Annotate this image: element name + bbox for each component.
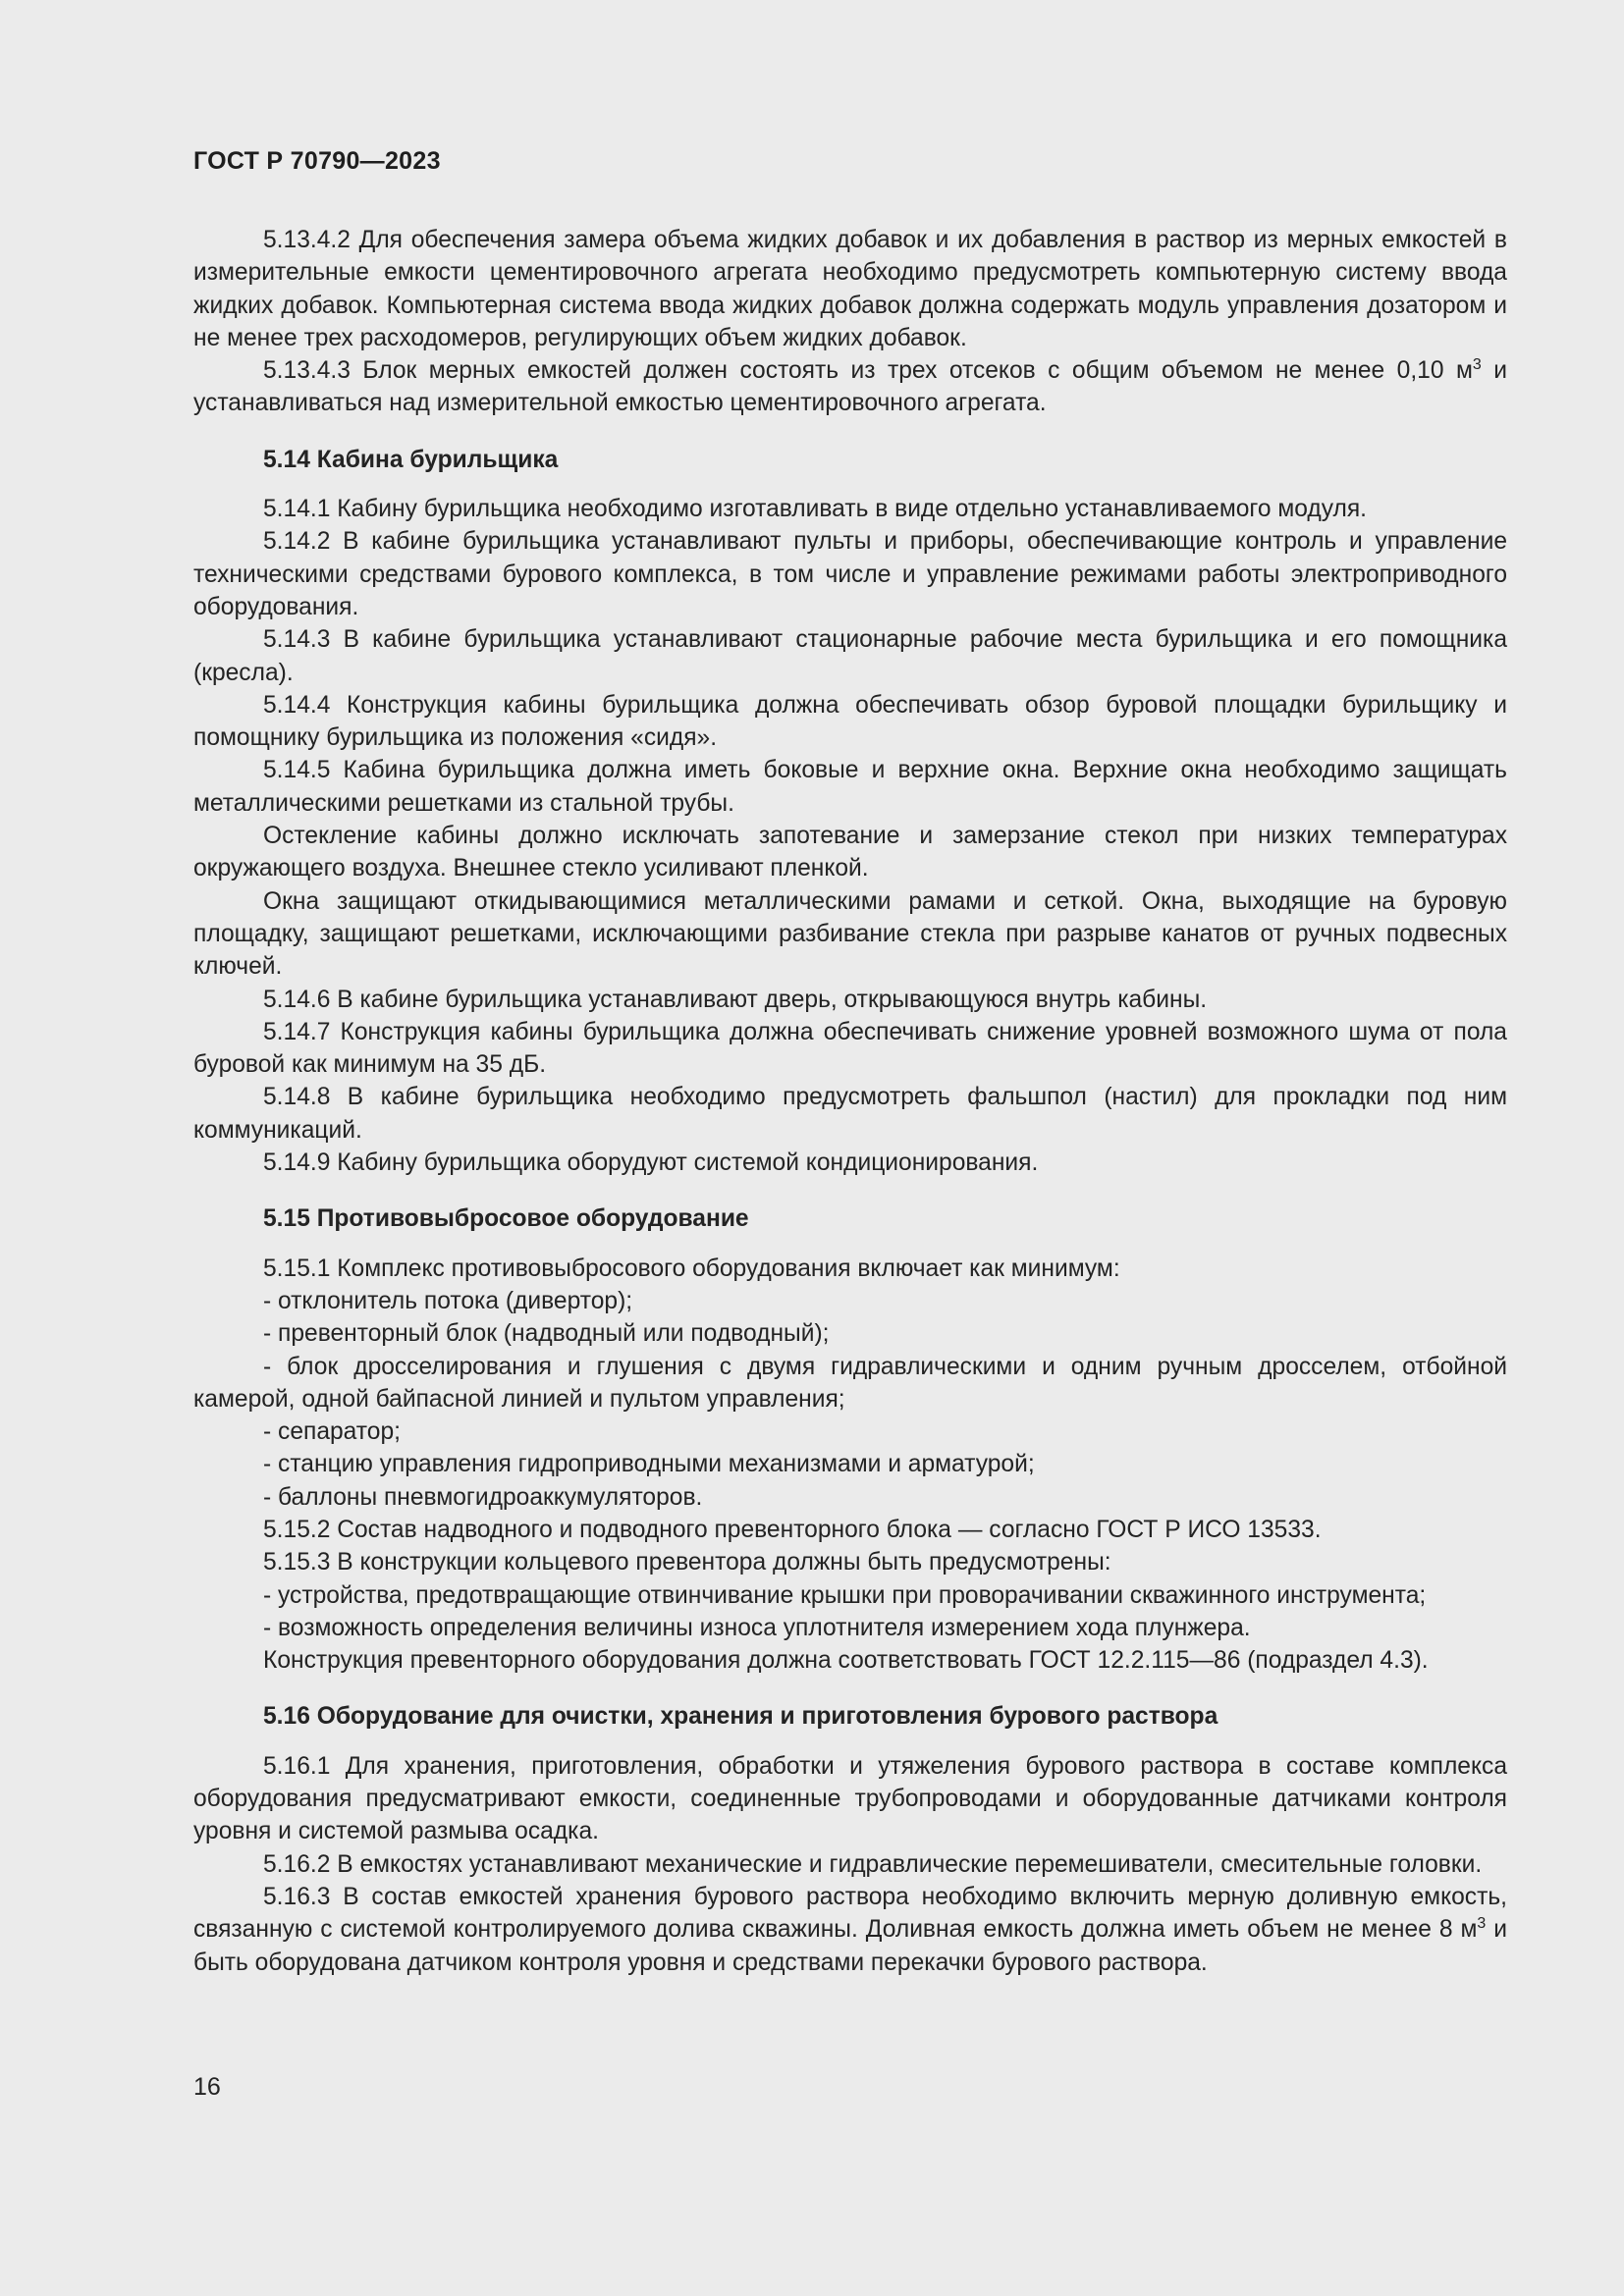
paragraph-5-15-3-design: Конструкция превенторного оборудования должна соответствовать ГОСТ 12.2.115—86 (подраздел 4.3). bbox=[263, 1647, 1429, 1675]
paragraph-5-16-2: 5.16.2 В емкостях устанавливают механические и гидравлические перемешиватели, смесительные головки. bbox=[263, 1850, 1483, 1878]
paragraph-5-14-9: 5.14.9 Кабину бурильщика оборудуют системой кондиционирования. bbox=[263, 1149, 1039, 1177]
paragraph-5-14-5-windows: Окна защищают откидывающимися металлическими рамами и сеткой. Окна, выходящие на буровую площадку, защищают решетками, исключающими разбивание стекла при разрыве канатов от ручных подвесных ключей. bbox=[193, 887, 1507, 981]
paragraph-5-14-5-glazing: Остекление кабины должно исключать запотевание и замерзание стекол при низких температурах окружающего воздуха. Внешнее стекло усиливают пленкой. bbox=[193, 823, 1507, 882]
paragraph-5-14-5: 5.14.5 Кабина бурильщика должна иметь боковые и верхние окна. Верхние окна необходимо защищать металлическими решетками из стальной трубы. bbox=[193, 757, 1507, 817]
paragraph-5-14-7: 5.14.7 Конструкция кабины бурильщика должна обеспечивать снижение уровней возможного шума от пола буровой как минимум на 35 дБ. bbox=[193, 1018, 1507, 1079]
page-number: 16 bbox=[193, 2073, 221, 2101]
superscript: 3 bbox=[1477, 1915, 1487, 1933]
paragraph-5-14-1: 5.14.1 Кабину бурильщика необходимо изготавливать в виде отдельно устанавливаемого модуля. bbox=[263, 496, 1367, 523]
list-item: - превенторный блок (надводный или подводный); bbox=[263, 1320, 830, 1348]
section-heading-5-14: 5.14 Кабина бурильщика bbox=[263, 446, 559, 473]
paragraph-5-13-4-3 bbox=[193, 354, 1507, 420]
paragraph-text: 5.16.3 В состав емкостей хранения бурового раствора необходимо включить мерную доливную емкость, связанную с системой контролируемого долива скважины. Доливная емкость должна иметь объем не менее 8 м bbox=[193, 1883, 1507, 1944]
paragraph-text: 5.13.4.3 Блок мерных емкостей должен состоять из трех отсеков с общим объемом не менее 0,10 м bbox=[263, 357, 1473, 385]
list-item: - отклонитель потока (дивертор); bbox=[263, 1287, 633, 1314]
paragraph-5-14-3: 5.14.3 В кабине бурильщика устанавливают стационарные рабочие места бурильщика и его помощника (кресла). bbox=[193, 626, 1507, 686]
list-item: - сепаратор; bbox=[263, 1418, 401, 1446]
paragraph-5-14-6: 5.14.6 В кабине бурильщика устанавливают дверь, открывающуюся внутрь кабины. bbox=[263, 986, 1208, 1013]
document-body bbox=[193, 224, 1507, 1979]
paragraph-5-15-2: 5.15.2 Состав надводного и подводного превенторного блока — согласно ГОСТ Р ИСО 13533. bbox=[263, 1516, 1322, 1543]
list-item: - станцию управления гидроприводными механизмами и арматурой; bbox=[263, 1451, 1035, 1478]
paragraph-text: и устанавливаться над измерительной емкостью цементировочного агрегата. bbox=[193, 357, 1507, 417]
paragraph-5-14-8: 5.14.8 В кабине бурильщика необходимо предусмотреть фальшпол (настил) для прокладки под ним коммуникаций. bbox=[193, 1084, 1507, 1144]
paragraph-5-14-2: 5.14.2 В кабине бурильщика устанавливают пульты и приборы, обеспечивающие контроль и управление техническими средствами бурового комплекса, в том числе и управление режимами работы электроприводного оборудования. bbox=[193, 528, 1507, 620]
paragraph-5-16-3 bbox=[193, 1881, 1507, 1979]
paragraph-text: и быть оборудована датчиком контроля уровня и средствами перекачки бурового раствора. bbox=[193, 1916, 1508, 1976]
paragraph-5-15-3: 5.15.3 В конструкции кольцевого превентора должны быть предусмотрены: bbox=[263, 1549, 1111, 1576]
list-item: - блок дросселирования и глушения с двумя гидравлическими и одним ручным дросселем, отбойной камерой, одной байпасной линией и пультом управления; bbox=[193, 1353, 1507, 1413]
list-item: - баллоны пневмогидроаккумуляторов. bbox=[263, 1483, 703, 1511]
superscript: 3 bbox=[1472, 356, 1482, 374]
list-item: - устройства, предотвращающие отвинчивание крышки при проворачивании скважинного инструмента; bbox=[263, 1581, 1427, 1609]
paragraph-5-15-1: 5.15.1 Комплекс противовыбросового оборудования включает как минимум: bbox=[263, 1255, 1120, 1282]
document-header: ГОСТ Р 70790—2023 bbox=[193, 147, 441, 175]
paragraph-5-14-4: 5.14.4 Конструкция кабины бурильщика должна обеспечивать обзор буровой площадки бурильщику и помощнику бурильщика из положения «сидя». bbox=[193, 691, 1507, 752]
paragraph-5-13-4-2: 5.13.4.2 Для обеспечения замера объема жидких добавок и их добавления в раствор из мерных емкостей в измерительные емкости цементировочного агрегата необходимо предусмотреть компьютерную систему ввода жидких добавок. Компьютерная система ввода жидких добавок должна содержать модуль управления дозатором и не менее трех расходомеров, регулирующих объем жидких добавок. bbox=[193, 227, 1507, 351]
section-heading-5-15: 5.15 Противовыбросовое оборудование bbox=[263, 1205, 749, 1233]
list-item: - возможность определения величины износа уплотнителя измерением хода плунжера. bbox=[263, 1614, 1251, 1641]
paragraph-5-16-1: 5.16.1 Для хранения, приготовления, обработки и утяжеления бурового раствора в составе комплекса оборудования предусматривают емкости, соединенные трубопроводами и оборудованные датчиками контроля уровня и системой размыва осадка. bbox=[193, 1752, 1507, 1845]
section-heading-5-16: 5.16 Оборудование для очистки, хранения и приготовления бурового раствора bbox=[263, 1703, 1218, 1731]
